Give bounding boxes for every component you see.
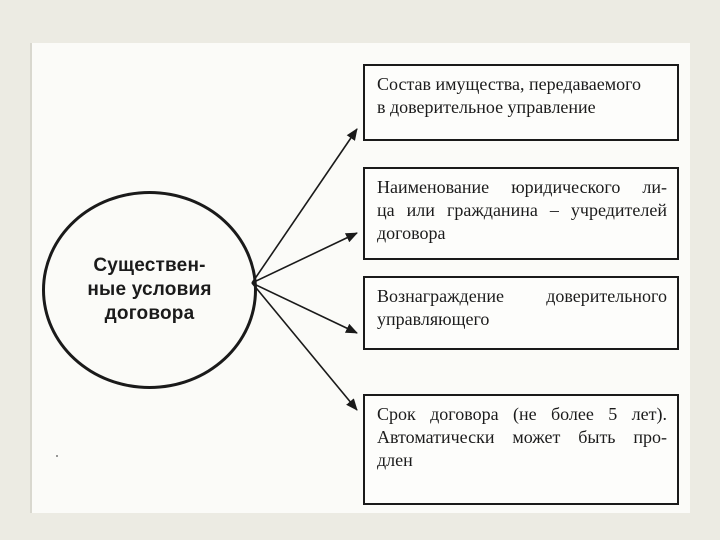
slide-canvas: [30, 43, 690, 513]
central-concept-circle: [42, 191, 257, 389]
box-line: Наименование юридического ли-: [377, 177, 667, 197]
box-line: в доверительное управление: [377, 97, 596, 117]
box-line: длен: [377, 450, 413, 470]
arrow-4: [252, 283, 357, 410]
arrow-3: [252, 283, 357, 333]
box-line: Автоматически может быть про-: [377, 427, 667, 447]
box-line: Срок договора (не более 5 лет).: [377, 404, 667, 424]
condition-box-term: [363, 394, 679, 505]
box-line: Состав имущества, передаваемого: [377, 74, 642, 94]
box-line: ца или гражданина – учредителей: [377, 200, 667, 220]
box-line: Вознаграждение доверительного: [377, 286, 667, 306]
condition-box-remuneration: [363, 276, 679, 350]
arrow-1: [252, 129, 357, 283]
scan-speck: [56, 455, 58, 457]
central-concept-label: Существен- ные условия договора: [87, 255, 212, 324]
arrow-2: [252, 233, 357, 283]
condition-box-property: [363, 64, 679, 141]
box-line: управляющего: [377, 309, 490, 329]
condition-box-founder: [363, 167, 679, 260]
box-line: договора: [377, 223, 446, 243]
